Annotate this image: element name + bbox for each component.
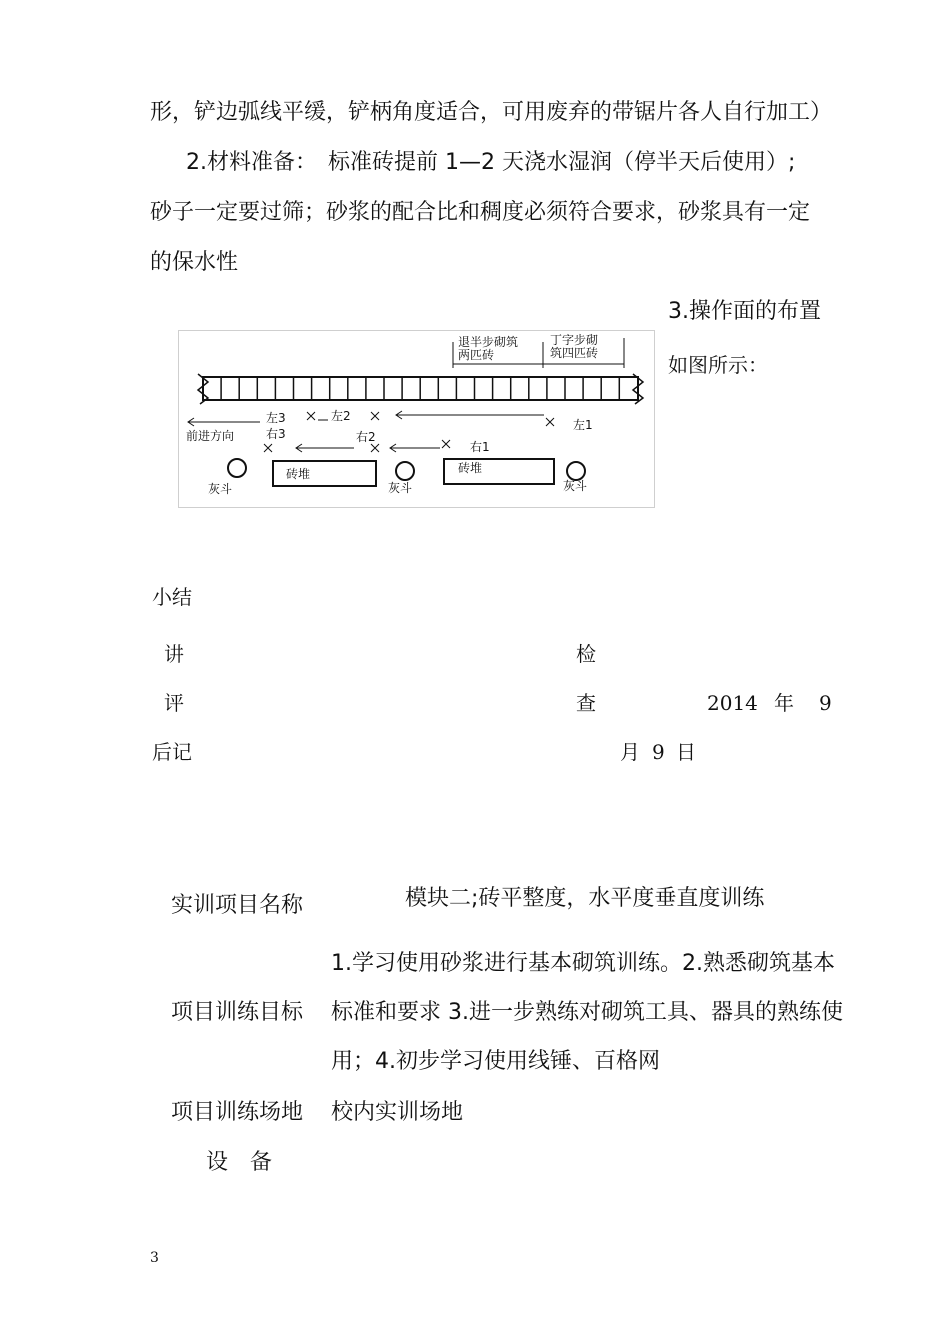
label-brick-pile-1: 砖堆 xyxy=(286,467,311,481)
row-site-value: 校内实训场地 xyxy=(331,1100,464,1125)
label-left1: 左1 xyxy=(573,418,593,432)
label-right1: 右1 xyxy=(470,440,490,454)
page-number: 3 xyxy=(150,1250,159,1266)
label-mortar-3: 灰斗 xyxy=(563,479,588,493)
row-project-name-label: 实训项目名称 xyxy=(171,893,304,918)
label-mortar-2: 灰斗 xyxy=(388,481,413,495)
date-day: 日 xyxy=(676,740,696,764)
label-mortar-1: 灰斗 xyxy=(208,482,233,496)
date-month-number: 9 xyxy=(819,691,832,715)
label-t-step: 丁字步砌 xyxy=(550,333,599,347)
row-goal-line-3: 用；4.初步学习使用线锤、百格网 xyxy=(331,1049,660,1074)
date-month: 月 xyxy=(620,740,640,764)
summary-jian: 检 xyxy=(576,642,596,666)
figure-caption: 如图所示： xyxy=(668,353,768,377)
summary-houji: 后记 xyxy=(152,740,192,764)
paragraph-line-1: 形，铲边弧线平缓，铲柄角度适合，可用废弃的带锯片各人自行加工） xyxy=(150,100,833,125)
label-left2: 左2 xyxy=(331,409,351,423)
summary-label: 小结 xyxy=(152,585,192,609)
bricklaying-layout-diagram xyxy=(178,330,655,508)
date-day-number: 9 xyxy=(652,740,665,764)
date-year-number: 2014 xyxy=(707,691,758,715)
paragraph-line-3: 砂子一定要过筛；砂浆的配合比和稠度必须符合要求，砂浆具有一定 xyxy=(150,200,811,225)
summary-jiang: 讲 xyxy=(164,642,184,666)
summary-ping: 评 xyxy=(164,691,184,715)
row-goal-label: 项目训练目标 xyxy=(171,1000,304,1025)
label-left3: 左3 xyxy=(266,411,286,425)
row-site-label: 项目训练场地 xyxy=(171,1100,304,1125)
label-direction: 前进方向 xyxy=(186,429,235,443)
label-brick-pile-2: 砖堆 xyxy=(458,461,483,475)
row-project-name-value: 模块二;砖平整度，水平度垂直度训练 xyxy=(405,886,765,911)
label-retreat: 退半步砌筑 xyxy=(458,335,519,349)
row-equipment-label: 设 备 xyxy=(206,1150,273,1175)
paragraph-line-2: 2.材料准备： 标准砖提前 1—2 天浇水湿润（停半天后使用）; xyxy=(186,150,796,175)
paragraph-line-4: 的保水性 xyxy=(150,250,239,275)
label-retreat-2: 两匹砖 xyxy=(458,348,495,362)
row-goal-line-1: 1.学习使用砂浆进行基本砌筑训练。2.熟悉砌筑基本 xyxy=(331,951,835,976)
label-t-step-2: 筑四匹砖 xyxy=(550,346,599,360)
label-right3: 右3 xyxy=(266,427,286,441)
summary-cha: 查 xyxy=(576,691,596,715)
row-goal-line-2: 标准和要求 3.进一步熟练对砌筑工具、器具的熟练使 xyxy=(331,1000,843,1025)
label-right2: 右2 xyxy=(356,430,376,444)
layout-heading: 3.操作面的布置 xyxy=(668,299,821,324)
date-year: 年 xyxy=(774,691,794,715)
